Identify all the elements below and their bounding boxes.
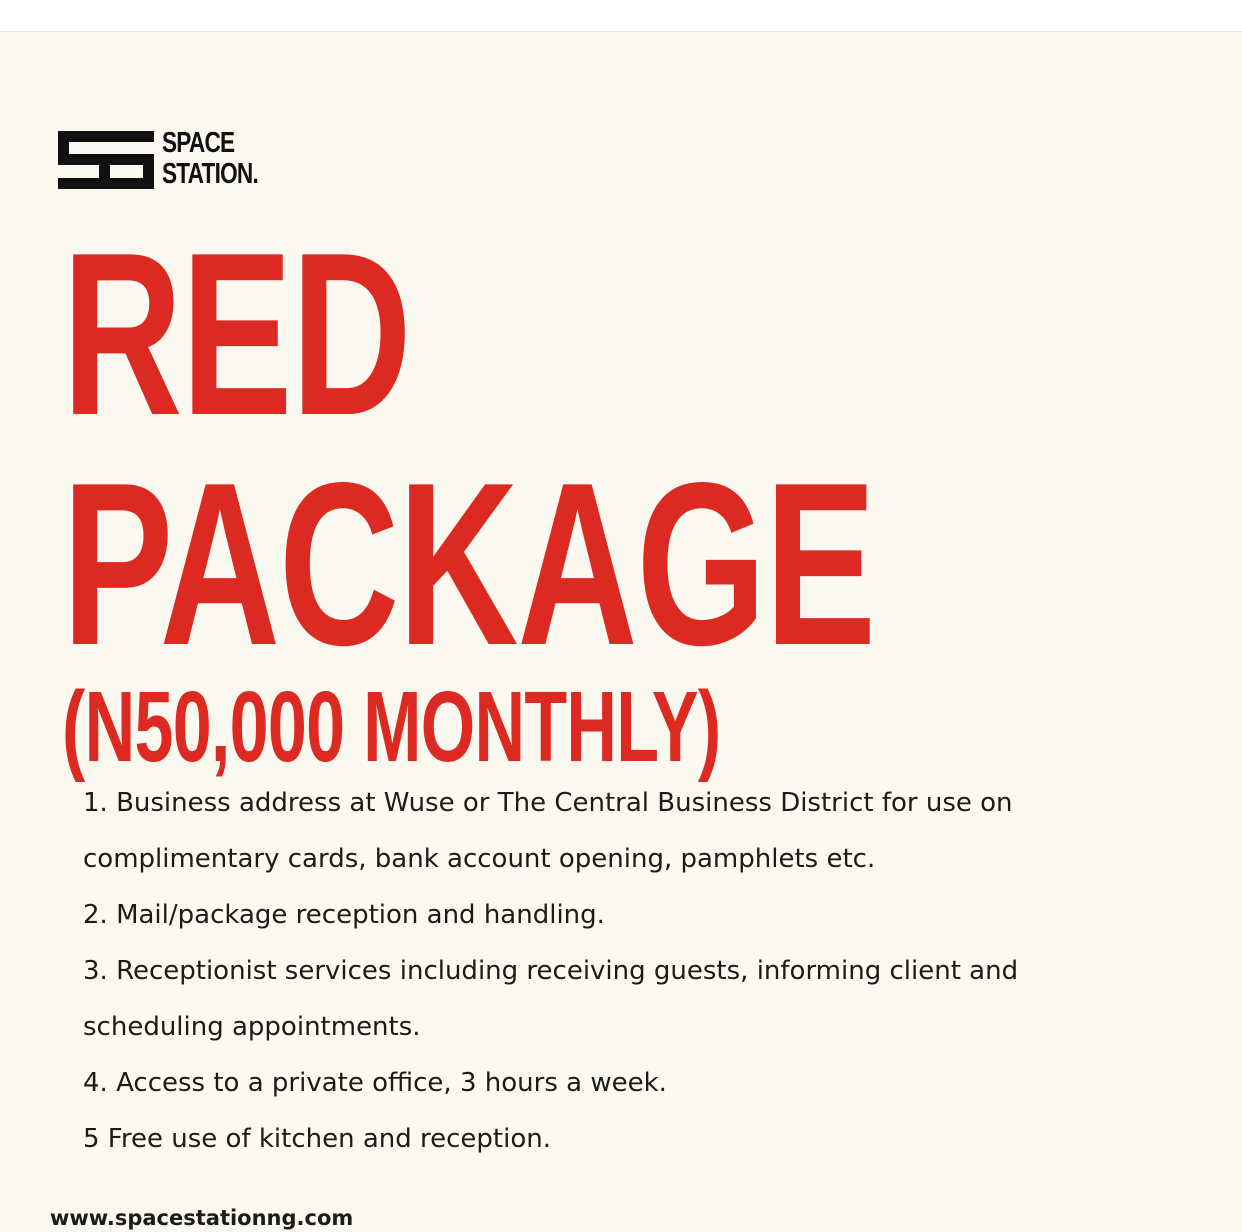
top-bar <box>0 0 1242 32</box>
logo-wordmark <box>162 128 258 190</box>
feature-item: scheduling appointments. <box>83 1012 421 1042</box>
space-station-logo-icon <box>58 131 154 189</box>
feature-item: 4. Access to a private office, 3 hours a week. <box>83 1068 667 1098</box>
feature-list <box>83 775 1193 1167</box>
package-price: (N50,000 MONTHLY) <box>62 671 721 783</box>
headline-red: RED <box>62 205 411 464</box>
space-station-logo <box>58 128 318 192</box>
headline-package: PACKAGE <box>62 435 875 694</box>
logo-line-2: STATION. <box>162 158 258 190</box>
feature-item: 5 Free use of kitchen and reception. <box>83 1124 551 1154</box>
feature-item: complimentary cards, bank account opening, pamphlets etc. <box>83 844 876 874</box>
feature-item: 2. Mail/package reception and handling. <box>83 900 605 930</box>
feature-item: 1. Business address at Wuse or The Central Business District for use on <box>83 788 1013 818</box>
logo-line-1: SPACE <box>162 127 235 159</box>
feature-item: 3. Receptionist services including receiving guests, informing client and <box>83 956 1019 986</box>
website-link[interactable]: www.spacestationng.com <box>50 1206 354 1230</box>
